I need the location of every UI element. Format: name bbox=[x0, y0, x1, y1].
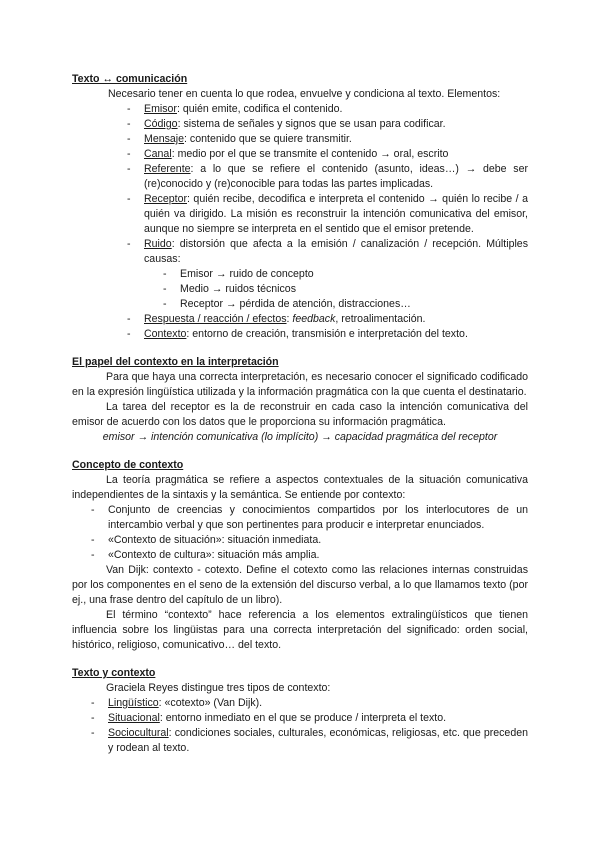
list-item: - «Contexto de cultura»: situación más amplia. bbox=[72, 548, 528, 563]
cause-item: - Receptor → pérdida de atención, distracciones… bbox=[72, 297, 528, 312]
definition: : distorsión que afecta a la emisión / canalización / recepción. Múltiples causas: bbox=[144, 238, 528, 265]
paragraph: La tarea del receptor es la de reconstruir en cada caso la intención comunicativa del emisor de acuerdo con los datos que le proporciona su información pragmática. bbox=[72, 401, 528, 428]
cause-item: - Medio → ruidos técnicos bbox=[72, 282, 528, 297]
term: Emisor bbox=[144, 103, 177, 115]
definition: : medio por el que se transmite el contenido → oral, escrito bbox=[171, 148, 449, 160]
paragraph: Van Dijk: contexto - cotexto. Define el cotexto como las relaciones internas construidas por los componentes en el seno de la extensión del discurso verbal, a lo que llamamos texto (por ej., una frase dentro del capítulo de un libro). bbox=[72, 564, 528, 606]
list-item-respuesta bbox=[72, 312, 528, 327]
list-item-contexto bbox=[72, 327, 528, 342]
term: Receptor bbox=[144, 193, 187, 205]
list-item: - «Contexto de situación»: situación inmediata. bbox=[72, 533, 528, 548]
definition: : condiciones sociales, culturales, económicas, religiosas, etc. que preceden y rodean al texto. bbox=[108, 727, 528, 754]
term: Código bbox=[144, 118, 178, 130]
definition: : «cotexto» (Van Dijk). bbox=[158, 697, 263, 709]
paragraph: Para que haya una correcta interpretación, es necesario conocer el significado codificado en la expresión lingüística utilizada y la información pragmática con la que cuenta el destinatario. bbox=[72, 371, 528, 398]
term: Situacional bbox=[108, 712, 160, 724]
elements-list-continued bbox=[72, 312, 528, 342]
term: Mensaje bbox=[144, 133, 185, 145]
paragraph: La teoría pragmática se refiere a aspectos contextuales de la situación comunicativa independientes de la sintaxis y la semántica. Se entiende por contexto: bbox=[72, 474, 528, 501]
paragraph: El término “contexto” hace referencia a los elementos extralingüísticos que tienen influencia sobre los lingüistas para una correcta interpretación del significado: orden social, histórico, religioso, comunicativo… del texto. bbox=[72, 609, 528, 651]
cause-item: - Emisor → ruido de concepto bbox=[72, 267, 528, 282]
list-item-receptor bbox=[72, 192, 528, 237]
list-item-ruido bbox=[72, 237, 528, 267]
definition: : contenido que se quiere transmitir. bbox=[184, 133, 352, 145]
elements-intro: Necesario tener en cuenta lo que rodea, envuelve y condiciona al texto. Elementos: bbox=[108, 88, 501, 100]
definition: , retroalimentación. bbox=[335, 313, 426, 325]
section-title-concepto-contexto: Concepto de contexto bbox=[72, 459, 184, 471]
context-types-list bbox=[72, 696, 528, 756]
list-item-emisor bbox=[72, 102, 528, 117]
formula: emisor → intención comunicativa (lo implícito) → capacidad pragmática del receptor bbox=[102, 431, 498, 443]
separator: : bbox=[286, 313, 293, 325]
term: Contexto bbox=[144, 328, 187, 340]
term: Referente bbox=[144, 163, 191, 175]
definition: : entorno inmediato en el que se produce / interpreta el texto. bbox=[159, 712, 447, 724]
definition: : quién recibe, decodifica e interpreta el contenido → quién lo recibe / a quién va dirigido. La misión es reconstruir la intención comunicativa del emisor, aunque no siempre se interpreta en el sentido que el emisor pretende. bbox=[144, 193, 528, 235]
list-item-linguistico bbox=[72, 696, 528, 711]
term: Ruido bbox=[144, 238, 172, 250]
term: Sociocultural bbox=[108, 727, 169, 739]
document-page bbox=[72, 72, 528, 756]
list-item-referente bbox=[72, 162, 528, 192]
paragraph: Graciela Reyes distingue tres tipos de contexto: bbox=[106, 682, 331, 694]
definition: : quién emite, codifica el contenido. bbox=[176, 103, 343, 115]
section-title-texto-contexto: Texto y contexto bbox=[72, 667, 156, 679]
list-item-mensaje bbox=[72, 132, 528, 147]
list-item-sociocultural bbox=[72, 726, 528, 756]
definition: : sistema de señales y signos que se usan para codificar. bbox=[177, 118, 446, 130]
list-item-situacional bbox=[72, 711, 528, 726]
term: Canal bbox=[144, 148, 172, 160]
feedback-term: feedback bbox=[292, 313, 336, 325]
term: Lingüístico bbox=[108, 697, 159, 709]
section-title-papel-contexto: El papel del contexto en la interpretación bbox=[72, 356, 279, 368]
definition: : a lo que se refiere el contenido (asunto, ideas…) → debe ser (re)conocido y (re)conocible para todas las partes implicadas. bbox=[144, 163, 528, 190]
definition: : entorno de creación, transmisión e interpretación del texto. bbox=[186, 328, 468, 340]
context-definitions-list bbox=[72, 503, 528, 563]
list-item: - Conjunto de creencias y conocimientos compartidos por los interlocutores de un intercambio verbal y que son pertinentes para producir e interpretar enunciados. bbox=[72, 503, 528, 533]
list-item-codigo bbox=[72, 117, 528, 132]
ruido-causes-list bbox=[72, 267, 528, 312]
list-item-canal bbox=[72, 147, 528, 162]
elements-list bbox=[72, 87, 528, 267]
section-title-texto-comunicacion: Texto ↔ comunicación bbox=[72, 73, 188, 85]
term: Respuesta / reacción / efectos bbox=[144, 313, 287, 325]
